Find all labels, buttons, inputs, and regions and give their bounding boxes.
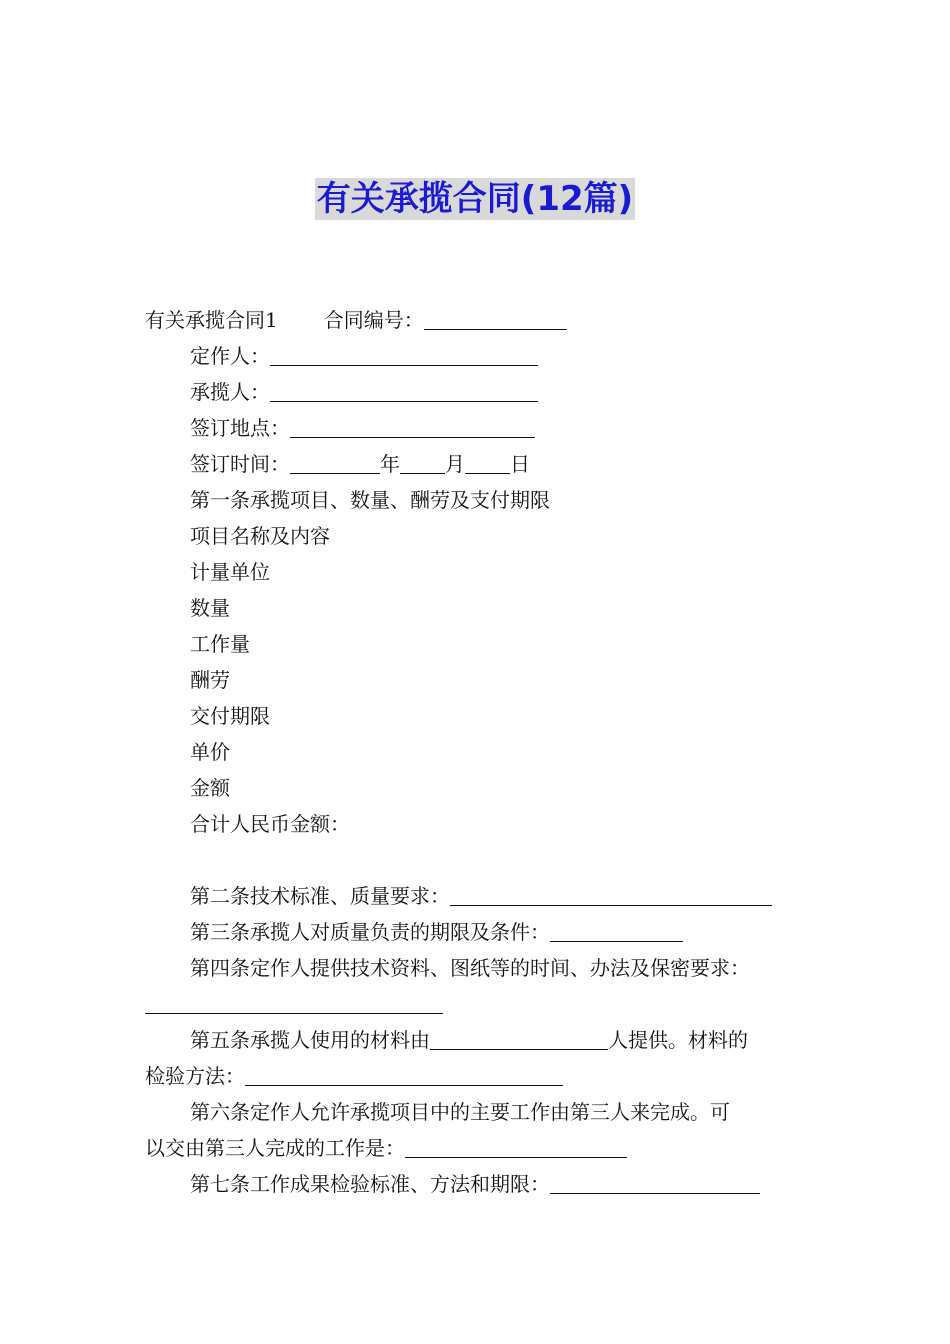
article-5-blank[interactable] — [430, 1027, 608, 1050]
item-line: 数量 — [190, 596, 230, 620]
article-5-cont — [145, 1058, 817, 1094]
article-5-text-b: 人提供。材料的 — [608, 1028, 748, 1052]
article-5 — [145, 1022, 817, 1058]
item-line: 交付期限 — [190, 704, 270, 728]
article-4-blank[interactable] — [145, 991, 443, 1014]
article-7-text: 第七条工作成果检验标准、方法和期限： — [190, 1172, 550, 1196]
place-line — [145, 410, 817, 446]
article-4 — [145, 950, 817, 986]
month-blank[interactable] — [400, 451, 445, 474]
inspection-method-blank[interactable] — [245, 1063, 563, 1086]
article-7-blank[interactable] — [550, 1171, 760, 1194]
article-3-text: 第三条承揽人对质量负责的期限及条件： — [190, 920, 550, 944]
article-7 — [145, 1166, 817, 1202]
article-4-blank-line — [145, 986, 817, 1022]
heading-line — [145, 302, 817, 338]
day-label: 日 — [510, 452, 530, 476]
article-3-blank[interactable] — [550, 919, 683, 942]
article-4-text: 第四条定作人提供技术资料、图纸等的时间、办法及保密要求： — [190, 956, 750, 980]
article-2 — [145, 878, 817, 914]
time-line — [145, 446, 817, 482]
total-amount-line: 合计人民币金额： — [190, 812, 350, 836]
article-1: 第一条承揽项目、数量、酬劳及支付期限 — [190, 488, 550, 512]
item-line: 项目名称及内容 — [190, 524, 330, 548]
party-b-blank[interactable] — [270, 379, 538, 402]
article-6-text-b: 以交由第三人完成的工作是： — [145, 1136, 405, 1160]
contract-no-blank[interactable] — [424, 307, 567, 330]
party-a-blank[interactable] — [270, 343, 538, 366]
article-6-blank[interactable] — [405, 1135, 627, 1158]
contract-no-label: 合同编号： — [323, 308, 424, 332]
place-blank[interactable] — [290, 415, 535, 438]
item-line: 计量单位 — [190, 560, 270, 584]
place-label: 签订地点： — [190, 416, 290, 440]
contract-heading: 有关承揽合同1 — [145, 308, 278, 332]
article-6: 第六条定作人允许承揽项目中的主要工作由第三人来完成。可 — [190, 1100, 730, 1124]
item-line: 单价 — [190, 740, 230, 764]
item-line: 工作量 — [190, 632, 250, 656]
article-2-blank[interactable] — [450, 883, 772, 906]
article-3 — [145, 914, 817, 950]
article-5-text-a: 第五条承揽人使用的材料由 — [190, 1028, 430, 1052]
time-label: 签订时间： — [190, 452, 290, 476]
party-a-label: 定作人： — [190, 344, 270, 368]
item-line: 金额 — [190, 776, 230, 800]
year-blank[interactable] — [290, 451, 380, 474]
day-blank[interactable] — [465, 451, 510, 474]
party-a-line — [145, 338, 817, 374]
item-line: 酬劳 — [190, 668, 230, 692]
party-b-line — [145, 374, 817, 410]
article-6-cont — [145, 1130, 817, 1166]
month-label: 月 — [445, 452, 465, 476]
party-b-label: 承揽人： — [190, 380, 270, 404]
article-2-text: 第二条技术标准、质量要求： — [190, 884, 450, 908]
document-body — [145, 302, 817, 1202]
document-title: 有关承揽合同(12篇) — [316, 179, 634, 219]
title-container — [0, 178, 950, 220]
spacer — [145, 842, 817, 878]
year-label: 年 — [380, 452, 400, 476]
article-5-text-c: 检验方法： — [145, 1064, 245, 1088]
